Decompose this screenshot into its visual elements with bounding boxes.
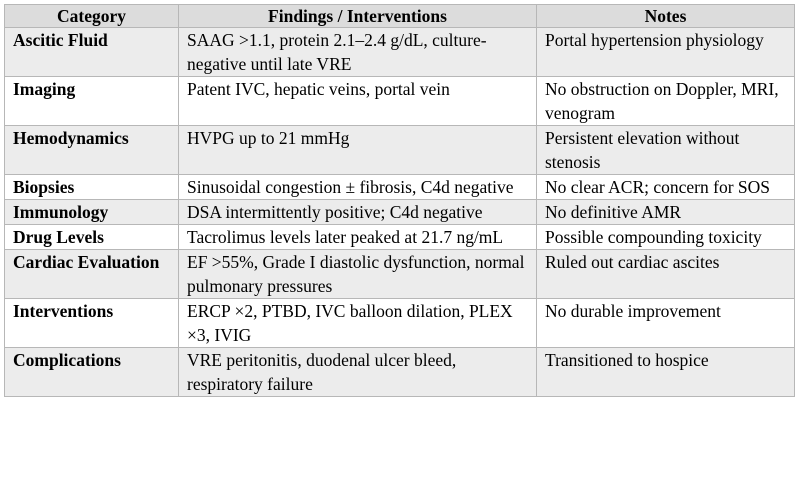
table-row <box>5 126 795 175</box>
table-row <box>5 225 795 250</box>
row-notes: No clear ACR; concern for SOS <box>537 175 795 200</box>
table-row <box>5 175 795 200</box>
row-findings: Sinusoidal congestion ± fibrosis, C4d negative <box>179 175 537 200</box>
header-row <box>5 5 795 28</box>
row-findings: HVPG up to 21 mmHg <box>179 126 537 175</box>
row-notes: Possible compounding toxicity <box>537 225 795 250</box>
row-category: Immunology <box>5 200 179 225</box>
row-findings: DSA intermittently positive; C4d negative <box>179 200 537 225</box>
row-findings: EF >55%, Grade I diastolic dysfunction, normal pulmonary pressures <box>179 250 537 299</box>
row-category: Hemodynamics <box>5 126 179 175</box>
row-category: Imaging <box>5 77 179 126</box>
row-category: Interventions <box>5 299 179 348</box>
header-category: Category <box>5 5 179 28</box>
row-findings: VRE peritonitis, duodenal ulcer bleed, respiratory failure <box>179 348 537 397</box>
header-notes: Notes <box>537 5 795 28</box>
row-category: Complications <box>5 348 179 397</box>
row-category: Ascitic Fluid <box>5 28 179 77</box>
table-row <box>5 348 795 397</box>
table-row <box>5 200 795 225</box>
findings-table <box>4 4 795 397</box>
row-notes: Persistent elevation without stenosis <box>537 126 795 175</box>
row-notes: No obstruction on Doppler, MRI, venogram <box>537 77 795 126</box>
row-findings: Tacrolimus levels later peaked at 21.7 ng/mL <box>179 225 537 250</box>
table-header <box>5 5 795 28</box>
row-findings: Patent IVC, hepatic veins, portal vein <box>179 77 537 126</box>
table-row <box>5 77 795 126</box>
row-findings: SAAG >1.1, protein 2.1–2.4 g/dL, culture-negative until late VRE <box>179 28 537 77</box>
table-row <box>5 299 795 348</box>
table-row <box>5 250 795 299</box>
row-notes: Transitioned to hospice <box>537 348 795 397</box>
row-notes: No durable improvement <box>537 299 795 348</box>
table-row <box>5 28 795 77</box>
row-notes: Ruled out cardiac ascites <box>537 250 795 299</box>
table-body <box>5 28 795 397</box>
row-category: Biopsies <box>5 175 179 200</box>
row-findings: ERCP ×2, PTBD, IVC balloon dilation, PLEX ×3, IVIG <box>179 299 537 348</box>
row-notes: No definitive AMR <box>537 200 795 225</box>
row-category: Drug Levels <box>5 225 179 250</box>
row-category: Cardiac Evaluation <box>5 250 179 299</box>
row-notes: Portal hypertension physiology <box>537 28 795 77</box>
header-findings: Findings / Interventions <box>179 5 537 28</box>
